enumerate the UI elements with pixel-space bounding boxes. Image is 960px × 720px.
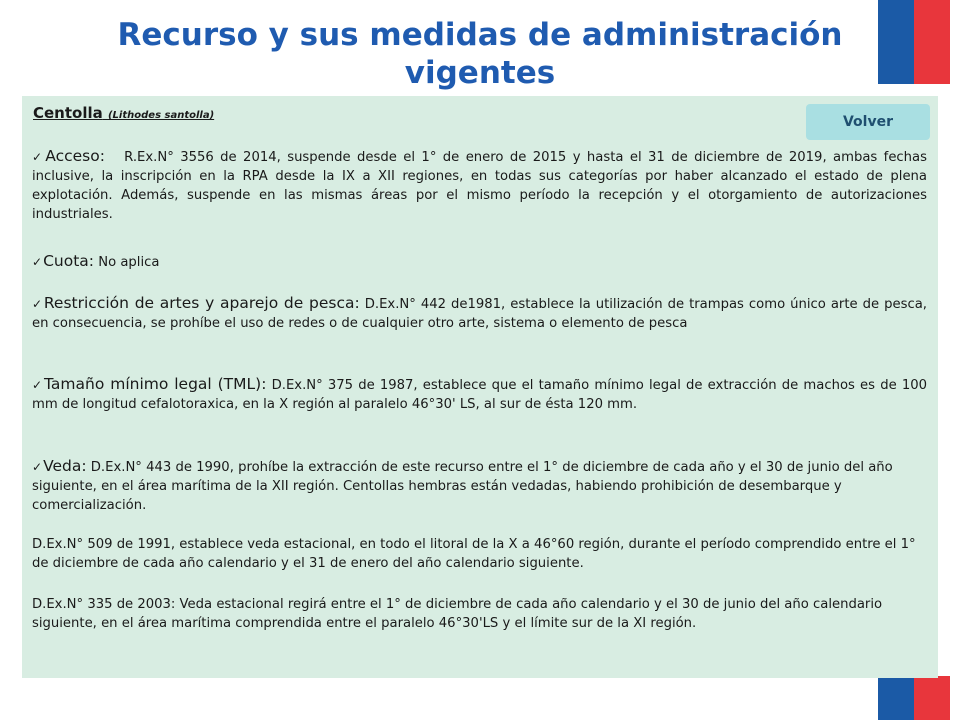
checkmark-icon: ✓ bbox=[32, 150, 45, 164]
list-item-cuota bbox=[32, 252, 927, 272]
item-label: Restricción de artes y aparejo de pesca: bbox=[43, 294, 360, 312]
species-heading bbox=[33, 104, 214, 122]
list-item-restriccion bbox=[32, 294, 927, 333]
flag-logo-top bbox=[878, 0, 950, 84]
item-text: R.Ex.N° 3556 de 2014, suspende desde el 1° de enero de 2015 y hasta el 31 de diciembre de 2019, ambas fechas inclusive, la inscripción en la RPA desde la IX a XII regiones, en todas sus categorías por haber alcanzado el estado de plena explotación. Además, suspende en las mismas áreas por el mismo período la recepción y el otorgamiento de autorizaciones industriales. bbox=[32, 150, 927, 222]
item-label: Acceso: bbox=[45, 147, 105, 165]
paragraph-veda-1991: D.Ex.N° 509 de 1991, establece veda estacional, en todo el litoral de la X a 46°60 región, durante el período comprendido entre el 1° de diciembre de cada año calendario y el 31 de enero del año calendario siguiente. bbox=[32, 537, 916, 571]
paragraph-veda-2003: D.Ex.N° 335 de 2003: Veda estacional regirá entre el 1° de diciembre de cada año calendario y el 30 de junio del año calendario siguiente, en el área marítima comprendida entre el paralelo 46°30'LS y el límite sur de la XI región. bbox=[32, 597, 883, 631]
checkmark-icon: ✓ bbox=[32, 255, 43, 269]
list-item-tml bbox=[32, 375, 927, 414]
checkmark-icon: ✓ bbox=[32, 378, 44, 392]
list-item-acceso bbox=[32, 147, 927, 224]
item-text: D.Ex.N° 375 de 1987, establece que el tamaño mínimo legal de extracción de machos es de 100 mm de longitud cefalotoraxica, en la X región al paralelo 46°30' LS, al sur de ésta 120 mm. bbox=[32, 378, 928, 412]
page-title: Recurso y sus medidas de administración vigentes bbox=[117, 17, 843, 91]
species-scientific-name: (Lithodes santolla) bbox=[107, 110, 215, 121]
item-label: Veda: bbox=[43, 457, 87, 475]
item-text: D.Ex.N° 442 de1981, establece la utilización de trampas como único arte de pesca, en consecuencia, se prohíbe el uso de redes o de cualquier otro arte, sistema o elemento de pesca bbox=[32, 297, 927, 331]
item-label: Cuota: bbox=[43, 252, 94, 270]
checkmark-icon: ✓ bbox=[32, 297, 43, 311]
item-label: Tamaño mínimo legal (TML): bbox=[44, 375, 267, 393]
flag-blue-stripe bbox=[878, 676, 914, 720]
item-text: No aplica bbox=[98, 255, 160, 270]
list-item-veda bbox=[32, 457, 927, 515]
flag-logo-bottom bbox=[878, 676, 950, 720]
checkmark-icon: ✓ bbox=[32, 460, 43, 474]
item-text: D.Ex.N° 443 de 1990, prohíbe la extracción de este recurso entre el 1° de diciembre de cada año y el 30 de junio del año siguiente, en el área marítima de la XII región. Centollas hembras están vedadas, habiendo prohibición de desembarque y comercialización. bbox=[32, 460, 893, 513]
flag-red-stripe bbox=[914, 676, 950, 720]
flag-blue-stripe bbox=[878, 0, 914, 84]
back-button[interactable]: Volver bbox=[806, 104, 930, 140]
flag-red-stripe bbox=[914, 0, 950, 84]
species-name: Centolla bbox=[33, 104, 103, 122]
